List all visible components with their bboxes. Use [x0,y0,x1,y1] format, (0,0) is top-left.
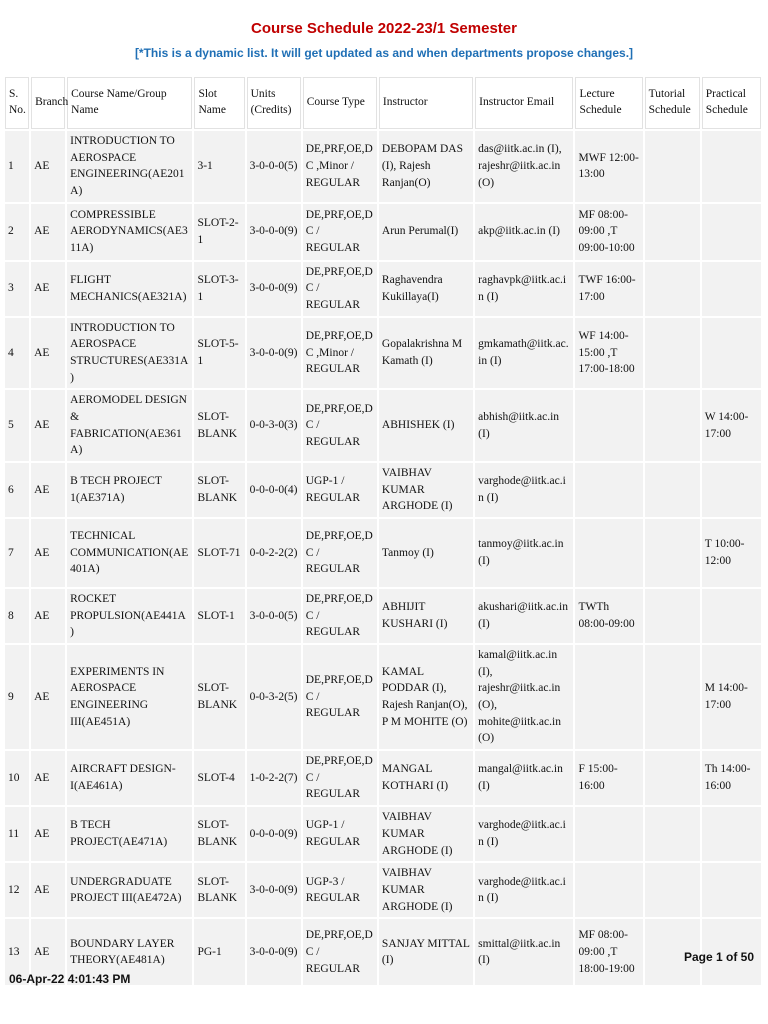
page-subtitle: [*This is a dynamic list. It will get updated as and when departments propose changes.] [134,46,634,60]
course-name-cell: UNDERGRADUATE PROJECT III(AE472A) [67,863,192,917]
lecture-schedule-cell: WF 14:00-15:00 ,T 17:00-18:00 [575,318,642,389]
course-name-cell: EXPERIMENTS IN AEROSPACE ENGINEERING III(AE451A) [67,645,192,749]
serial-number-cell: 9 [5,645,29,749]
branch-cell: AE [31,519,65,587]
instructor-cell: DEBOPAM DAS (I), Rajesh Ranjan(O) [379,131,473,202]
course-schedule-table [3,75,763,987]
column-header: Course Name/Group Name [67,77,192,129]
units-cell: 0-0-0-0(4) [247,463,301,517]
tutorial-schedule-cell [645,519,700,587]
column-header: Practical Schedule [702,77,761,129]
instructor-email-cell: varghode@iitk.ac.in (I) [475,463,573,517]
course-type-cell: DE,PRF,OE,DC / REGULAR [303,262,377,316]
table-row [5,807,761,861]
branch-cell: AE [31,807,65,861]
instructor-email-cell: gmkamath@iitk.ac.in (I) [475,318,573,389]
column-header: Tutorial Schedule [645,77,700,129]
tutorial-schedule-cell [645,863,700,917]
branch-cell: AE [31,131,65,202]
course-type-cell: UGP-1 / REGULAR [303,807,377,861]
practical-schedule-cell: M 14:00-17:00 [702,645,761,749]
tutorial-schedule-cell [645,204,700,260]
instructor-email-cell: akp@iitk.ac.in (I) [475,204,573,260]
serial-number-cell: 1 [5,131,29,202]
units-cell: 3-0-0-0(9) [247,204,301,260]
tutorial-schedule-cell [645,390,700,461]
column-header: Branch [31,77,65,129]
branch-cell: AE [31,645,65,749]
units-cell: 1-0-2-2(7) [247,751,301,805]
tutorial-schedule-cell [645,131,700,202]
page-number: Page 1 of 50 [683,950,754,964]
course-name-cell: TECHNICAL COMMUNICATION(AE401A) [67,519,192,587]
column-header: Units (Credits) [247,77,301,129]
tutorial-schedule-cell [645,645,700,749]
instructor-email-cell: akushari@iitk.ac.in (I) [475,589,573,643]
practical-schedule-cell [702,863,761,917]
slot-name-cell: SLOT-BLANK [194,390,244,461]
table-row [5,645,761,749]
page-title: Course Schedule 2022-23/1 Semester [251,20,517,37]
instructor-cell: Tanmoy (I) [379,519,473,587]
tutorial-schedule-cell [645,589,700,643]
column-header: Slot Name [194,77,244,129]
practical-schedule-cell: T 10:00-12:00 [702,519,761,587]
practical-schedule-cell: W 14:00-17:00 [702,390,761,461]
lecture-schedule-cell: MF 08:00-09:00 ,T 09:00-10:00 [575,204,642,260]
practical-schedule-cell [702,131,761,202]
units-cell: 3-0-0-0(5) [247,589,301,643]
instructor-cell: ABHIJIT KUSHARI (I) [379,589,473,643]
instructor-cell: VAIBHAV KUMAR ARGHODE (I) [379,863,473,917]
table-row [5,262,761,316]
course-name-cell: BOUNDARY LAYER THEORY(AE481A) [67,919,192,985]
lecture-schedule-cell [575,863,642,917]
instructor-email-cell: varghode@iitk.ac.in (I) [475,807,573,861]
lecture-schedule-cell [575,390,642,461]
print-timestamp: 06-Apr-22 4:01:43 PM [9,972,131,986]
course-type-cell: DE,PRF,OE,DC / REGULAR [303,751,377,805]
branch-cell: AE [31,463,65,517]
units-cell: 3-0-0-0(5) [247,131,301,202]
branch-cell: AE [31,318,65,389]
slot-name-cell: 3-1 [194,131,244,202]
course-type-cell: DE,PRF,OE,DC ,Minor / REGULAR [303,318,377,389]
tutorial-schedule-cell [645,463,700,517]
instructor-email-cell: mangal@iitk.ac.in (I) [475,751,573,805]
table-row [5,131,761,202]
course-name-cell: ROCKET PROPULSION(AE441A) [67,589,192,643]
instructor-email-cell: raghavpk@iitk.ac.in (I) [475,262,573,316]
column-header: S. No. [5,77,29,129]
slot-name-cell: SLOT-5-1 [194,318,244,389]
serial-number-cell: 4 [5,318,29,389]
slot-name-cell: SLOT-BLANK [194,807,244,861]
slot-name-cell: SLOT-3-1 [194,262,244,316]
practical-schedule-cell [702,807,761,861]
slot-name-cell: SLOT-4 [194,751,244,805]
instructor-email-cell: das@iitk.ac.in (I), rajeshr@iitk.ac.in (O) [475,131,573,202]
column-header: Lecture Schedule [575,77,642,129]
column-header: Instructor Email [475,77,573,129]
lecture-schedule-cell: MWF 12:00-13:00 [575,131,642,202]
lecture-schedule-cell [575,519,642,587]
serial-number-cell: 8 [5,589,29,643]
lecture-schedule-cell: TWF 16:00-17:00 [575,262,642,316]
course-type-cell: DE,PRF,OE,DC / REGULAR [303,645,377,749]
serial-number-cell: 2 [5,204,29,260]
instructor-cell: VAIBHAV KUMAR ARGHODE (I) [379,463,473,517]
tutorial-schedule-cell [645,262,700,316]
slot-name-cell: PG-1 [194,919,244,985]
practical-schedule-cell [702,463,761,517]
serial-number-cell: 10 [5,751,29,805]
course-name-cell: COMPRESSIBLE AERODYNAMICS(AE311A) [67,204,192,260]
practical-schedule-cell [702,589,761,643]
instructor-cell: Raghavendra Kukillaya(I) [379,262,473,316]
units-cell: 0-0-3-0(3) [247,390,301,461]
table-row [5,863,761,917]
instructor-cell: KAMAL PODDAR (I), Rajesh Ranjan(O), P M MOHITE (O) [379,645,473,749]
serial-number-cell: 12 [5,863,29,917]
lecture-schedule-cell [575,645,642,749]
instructor-cell: Gopalakrishna M Kamath (I) [379,318,473,389]
course-name-cell: FLIGHT MECHANICS(AE321A) [67,262,192,316]
serial-number-cell: 5 [5,390,29,461]
serial-number-cell: 3 [5,262,29,316]
course-type-cell: DE,PRF,OE,DC ,Minor / REGULAR [303,131,377,202]
table-row [5,390,761,461]
course-name-cell: INTRODUCTION TO AEROSPACE ENGINEERING(AE201A) [67,131,192,202]
tutorial-schedule-cell [645,318,700,389]
table-row [5,589,761,643]
course-name-cell: AIRCRAFT DESIGN-I(AE461A) [67,751,192,805]
column-header: Course Type [303,77,377,129]
course-type-cell: UGP-1 / REGULAR [303,463,377,517]
tutorial-schedule-cell [645,807,700,861]
course-type-cell: DE,PRF,OE,DC / REGULAR [303,390,377,461]
table-body [5,131,761,985]
slot-name-cell: SLOT-BLANK [194,645,244,749]
slot-name-cell: SLOT-BLANK [194,863,244,917]
instructor-email-cell: tanmoy@iitk.ac.in (I) [475,519,573,587]
slot-name-cell: SLOT-71 [194,519,244,587]
table-row [5,204,761,260]
instructor-cell: ABHISHEK (I) [379,390,473,461]
course-type-cell: UGP-3 / REGULAR [303,863,377,917]
branch-cell: AE [31,204,65,260]
course-name-cell: B TECH PROJECT(AE471A) [67,807,192,861]
tutorial-schedule-cell [645,751,700,805]
table-row [5,318,761,389]
slot-name-cell: SLOT-1 [194,589,244,643]
units-cell: 0-0-0-0(9) [247,807,301,861]
table-header-row [5,77,761,129]
instructor-cell: SANJAY MITTAL (I) [379,919,473,985]
branch-cell: AE [31,751,65,805]
instructor-email-cell: smittal@iitk.ac.in (I) [475,919,573,985]
serial-number-cell: 6 [5,463,29,517]
practical-schedule-cell [702,262,761,316]
lecture-schedule-cell [575,463,642,517]
slot-name-cell: SLOT-BLANK [194,463,244,517]
instructor-email-cell: kamal@iitk.ac.in (I), rajeshr@iitk.ac.in (O), mohite@iitk.ac.in (O) [475,645,573,749]
lecture-schedule-cell [575,807,642,861]
instructor-email-cell: abhish@iitk.ac.in (I) [475,390,573,461]
instructor-cell: Arun Perumal(I) [379,204,473,260]
practical-schedule-cell [702,318,761,389]
units-cell: 0-0-2-2(2) [247,519,301,587]
table-row [5,463,761,517]
course-type-cell: DE,PRF,OE,DC / REGULAR [303,589,377,643]
table-row [5,751,761,805]
serial-number-cell: 13 [5,919,29,985]
instructor-email-cell: varghode@iitk.ac.in (I) [475,863,573,917]
column-header: Instructor [379,77,473,129]
lecture-schedule-cell: MF 08:00-09:00 ,T 18:00-19:00 [575,919,642,985]
course-name-cell: INTRODUCTION TO AEROSPACE STRUCTURES(AE331A) [67,318,192,389]
course-name-cell: B TECH PROJECT 1(AE371A) [67,463,192,517]
practical-schedule-cell: Th 14:00-16:00 [702,751,761,805]
serial-number-cell: 11 [5,807,29,861]
units-cell: 3-0-0-0(9) [247,262,301,316]
units-cell: 3-0-0-0(9) [247,919,301,985]
course-type-cell: DE,PRF,OE,DC / REGULAR [303,519,377,587]
units-cell: 0-0-3-2(5) [247,645,301,749]
branch-cell: AE [31,589,65,643]
table-row [5,519,761,587]
instructor-cell: VAIBHAV KUMAR ARGHODE (I) [379,807,473,861]
units-cell: 3-0-0-0(9) [247,863,301,917]
instructor-cell: MANGAL KOTHARI (I) [379,751,473,805]
practical-schedule-cell [702,204,761,260]
course-type-cell: DE,PRF,OE,DC / REGULAR [303,919,377,985]
lecture-schedule-cell: F 15:00-16:00 [575,751,642,805]
course-type-cell: DE,PRF,OE,DC / REGULAR [303,204,377,260]
slot-name-cell: SLOT-2-1 [194,204,244,260]
branch-cell: AE [31,262,65,316]
branch-cell: AE [31,863,65,917]
branch-cell: AE [31,390,65,461]
course-name-cell: AEROMODEL DESIGN & FABRICATION(AE361A) [67,390,192,461]
lecture-schedule-cell: TWTh 08:00-09:00 [575,589,642,643]
units-cell: 3-0-0-0(9) [247,318,301,389]
serial-number-cell: 7 [5,519,29,587]
branch-cell: AE [31,919,65,985]
